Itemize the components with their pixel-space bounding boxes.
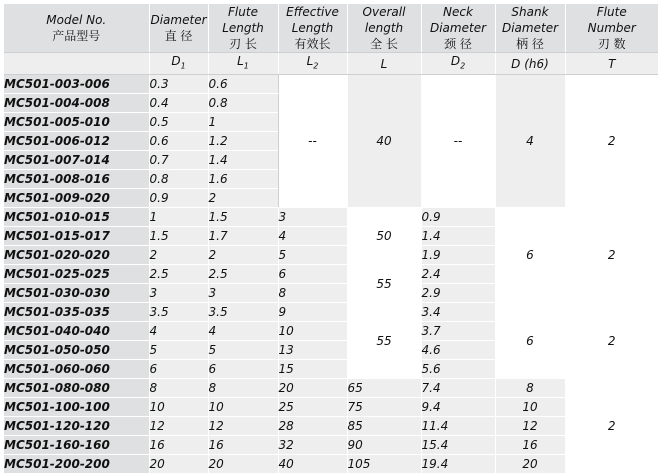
table-row xyxy=(4,208,658,227)
l1-cell: 1.2 xyxy=(208,132,278,151)
d2-cell: 3.4 xyxy=(421,303,495,322)
d2-cell: 4.6 xyxy=(421,341,495,360)
d2-cell: 0.9 xyxy=(421,208,495,227)
shank-merged-cell: 6 xyxy=(495,208,565,303)
model-cell: MC501-060-060 xyxy=(4,360,149,379)
d1-cell: 16 xyxy=(149,436,208,455)
l2-cell: 25 xyxy=(278,398,347,417)
l2-cell: 6 xyxy=(278,265,347,284)
model-cell: MC501-120-120 xyxy=(4,417,149,436)
l1-cell: 1.5 xyxy=(208,208,278,227)
model-cell: MC501-008-016 xyxy=(4,170,149,189)
symbol-t: T xyxy=(565,53,658,75)
l1-cell: 2 xyxy=(208,246,278,265)
d1-cell: 0.4 xyxy=(149,94,208,113)
d1-cell: 10 xyxy=(149,398,208,417)
d2-merged-cell: -- xyxy=(421,75,495,208)
l1-cell: 2 xyxy=(208,189,278,208)
header-neck-diameter: Neck Diameter 颈 径 xyxy=(421,4,495,53)
d2-cell: 9.4 xyxy=(421,398,495,417)
l2-merged-cell: -- xyxy=(278,75,347,208)
d2-cell: 1.9 xyxy=(421,246,495,265)
model-cell: MC501-005-010 xyxy=(4,113,149,132)
model-cell: MC501-020-020 xyxy=(4,246,149,265)
table-row xyxy=(4,379,658,398)
header-effective-length: Effective Length 有效长 xyxy=(278,4,347,53)
d2-cell: 15.4 xyxy=(421,436,495,455)
l1-cell: 3.5 xyxy=(208,303,278,322)
model-cell: MC501-040-040 xyxy=(4,322,149,341)
l1-cell: 1 xyxy=(208,113,278,132)
model-cell: MC501-004-008 xyxy=(4,94,149,113)
d1-cell: 1 xyxy=(149,208,208,227)
l1-cell: 1.4 xyxy=(208,151,278,170)
l2-cell: 20 xyxy=(278,379,347,398)
l-merged-cell: 50 xyxy=(347,208,421,265)
symbol-l2: $L_2$ xyxy=(278,53,347,75)
flute-number-merged-cell: 2 xyxy=(565,379,658,474)
symbol-row xyxy=(4,53,658,75)
symbol-l: L xyxy=(347,53,421,75)
l-merged-cell: 55 xyxy=(347,265,421,303)
d1-cell: 1.5 xyxy=(149,227,208,246)
model-cell: MC501-006-012 xyxy=(4,132,149,151)
d1-cell: 5 xyxy=(149,341,208,360)
l1-cell: 2.5 xyxy=(208,265,278,284)
d1-cell: 0.5 xyxy=(149,113,208,132)
header-model: Model No. 产品型号 xyxy=(4,4,149,53)
l2-cell: 13 xyxy=(278,341,347,360)
l1-cell: 4 xyxy=(208,322,278,341)
d1-cell: 0.8 xyxy=(149,170,208,189)
model-cell: MC501-015-017 xyxy=(4,227,149,246)
d2-cell: 11.4 xyxy=(421,417,495,436)
flute-number-merged-cell: 2 xyxy=(565,208,658,303)
d2-cell: 7.4 xyxy=(421,379,495,398)
l1-cell: 20 xyxy=(208,455,278,474)
shank-merged-cell: 6 xyxy=(495,303,565,379)
d1-cell: 3 xyxy=(149,284,208,303)
l-cell: 65 xyxy=(347,379,421,398)
header-shank-diameter: Shank Diameter 柄 径 xyxy=(495,4,565,53)
l1-cell: 16 xyxy=(208,436,278,455)
d1-cell: 0.6 xyxy=(149,132,208,151)
l2-cell: 15 xyxy=(278,360,347,379)
l-merged-cell: 40 xyxy=(347,75,421,208)
l2-cell: 5 xyxy=(278,246,347,265)
shank-cell: 10 xyxy=(495,398,565,417)
header-diameter: Diameter 直 径 xyxy=(149,4,208,53)
header-row xyxy=(4,4,658,53)
d1-cell: 0.3 xyxy=(149,75,208,94)
d1-cell: 6 xyxy=(149,360,208,379)
l-cell: 105 xyxy=(347,455,421,474)
shank-merged-cell: 4 xyxy=(495,75,565,208)
l1-cell: 10 xyxy=(208,398,278,417)
d1-cell: 3.5 xyxy=(149,303,208,322)
l2-cell: 10 xyxy=(278,322,347,341)
d2-cell: 3.7 xyxy=(421,322,495,341)
d2-cell: 2.9 xyxy=(421,284,495,303)
shank-cell: 16 xyxy=(495,436,565,455)
model-cell: MC501-025-025 xyxy=(4,265,149,284)
symbol-d1: $D_1$ xyxy=(149,53,208,75)
symbol-d-h6: D (h6) xyxy=(495,53,565,75)
l1-cell: 1.6 xyxy=(208,170,278,189)
l-cell: 90 xyxy=(347,436,421,455)
d1-cell: 0.7 xyxy=(149,151,208,170)
l2-cell: 40 xyxy=(278,455,347,474)
l-cell: 75 xyxy=(347,398,421,417)
symbol-d2: $D_2$ xyxy=(421,53,495,75)
table-row xyxy=(4,436,658,455)
header-flute-length: Flute Length 刃 长 xyxy=(208,4,278,53)
model-cell: MC501-010-015 xyxy=(4,208,149,227)
d1-cell: 20 xyxy=(149,455,208,474)
model-cell: MC501-030-030 xyxy=(4,284,149,303)
l1-cell: 0.6 xyxy=(208,75,278,94)
symbol-l1: $L_1$ xyxy=(208,53,278,75)
model-cell: MC501-160-160 xyxy=(4,436,149,455)
model-cell: MC501-007-014 xyxy=(4,151,149,170)
d2-cell: 1.4 xyxy=(421,227,495,246)
l2-cell: 8 xyxy=(278,284,347,303)
symbol-model xyxy=(4,53,149,75)
l1-cell: 6 xyxy=(208,360,278,379)
l1-cell: 3 xyxy=(208,284,278,303)
shank-cell: 20 xyxy=(495,455,565,474)
l1-cell: 12 xyxy=(208,417,278,436)
d1-cell: 2.5 xyxy=(149,265,208,284)
shank-cell: 12 xyxy=(495,417,565,436)
d1-cell: 12 xyxy=(149,417,208,436)
model-cell: MC501-200-200 xyxy=(4,455,149,474)
model-cell: MC501-003-006 xyxy=(4,75,149,94)
model-cell: MC501-035-035 xyxy=(4,303,149,322)
header-overall-length: Overall length 全 长 xyxy=(347,4,421,53)
d2-cell: 5.6 xyxy=(421,360,495,379)
l1-cell: 5 xyxy=(208,341,278,360)
shank-cell: 8 xyxy=(495,379,565,398)
table-row xyxy=(4,417,658,436)
l2-cell: 3 xyxy=(278,208,347,227)
model-cell: MC501-009-020 xyxy=(4,189,149,208)
d1-cell: 0.9 xyxy=(149,189,208,208)
model-cell: MC501-080-080 xyxy=(4,379,149,398)
l-cell: 85 xyxy=(347,417,421,436)
spec-table xyxy=(4,4,658,474)
l2-cell: 32 xyxy=(278,436,347,455)
l1-cell: 1.7 xyxy=(208,227,278,246)
header-flute-number: Flute Number 刃 数 xyxy=(565,4,658,53)
l2-cell: 9 xyxy=(278,303,347,322)
l2-cell: 4 xyxy=(278,227,347,246)
l-merged-cell: 55 xyxy=(347,303,421,379)
model-cell: MC501-050-050 xyxy=(4,341,149,360)
flute-number-merged-cell: 2 xyxy=(565,75,658,208)
d1-cell: 2 xyxy=(149,246,208,265)
table-row xyxy=(4,303,658,322)
l1-cell: 0.8 xyxy=(208,94,278,113)
d2-cell: 19.4 xyxy=(421,455,495,474)
table-row xyxy=(4,455,658,474)
table-row xyxy=(4,398,658,417)
l1-cell: 8 xyxy=(208,379,278,398)
d1-cell: 4 xyxy=(149,322,208,341)
model-cell: MC501-100-100 xyxy=(4,398,149,417)
d2-cell: 2.4 xyxy=(421,265,495,284)
flute-number-merged-cell: 2 xyxy=(565,303,658,379)
l2-cell: 28 xyxy=(278,417,347,436)
table-row xyxy=(4,75,658,94)
d1-cell: 8 xyxy=(149,379,208,398)
